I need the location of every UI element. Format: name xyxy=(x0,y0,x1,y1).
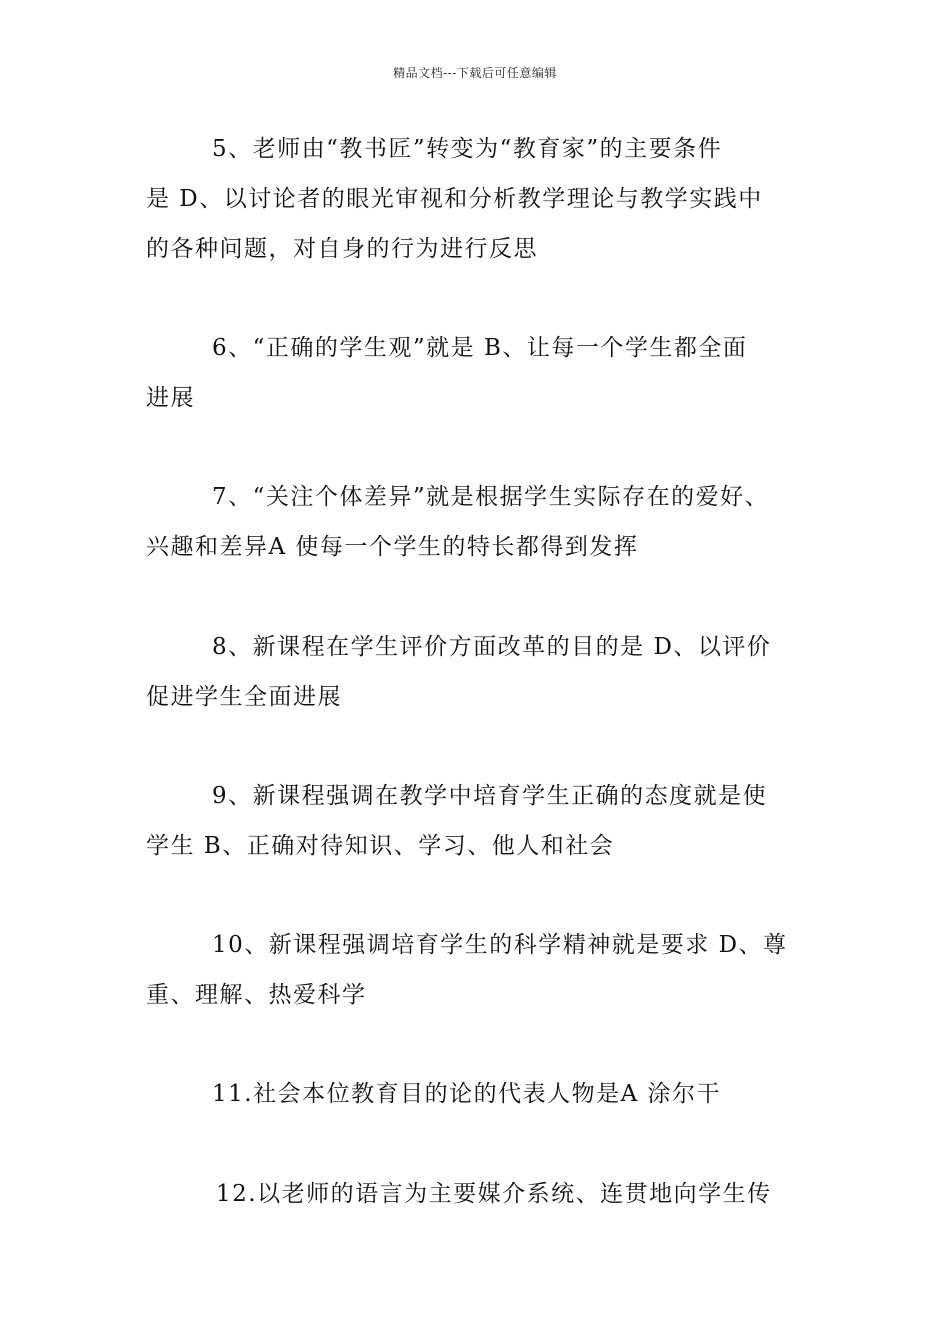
question-item-8 xyxy=(146,622,826,722)
question-line: 9、新课程强调在教学中培育学生正确的态度就是使 xyxy=(212,783,768,809)
question-item-5 xyxy=(146,124,826,274)
question-line: 12.以老师的语言为主要媒介系统、连贯地向学生传 xyxy=(216,1181,772,1207)
question-line: 是 D、以讨论者的眼光审视和分析教学理论与教学实践中 xyxy=(146,186,763,212)
question-item-9 xyxy=(146,771,826,871)
question-line: 的各种问题，对自身的行为进行反思 xyxy=(146,236,538,262)
question-line: 进展 xyxy=(146,385,195,411)
question-line: 7、“关注个体差异”就是根据学生实际存在的爱好、 xyxy=(212,484,770,510)
question-item-12 xyxy=(146,1169,826,1219)
question-line: 促进学生全面进展 xyxy=(146,684,342,710)
question-line: 8、新课程在学生评价方面改革的目的是 D、以评价 xyxy=(212,634,772,660)
question-line: 兴趣和差异A 使每一个学生的特长都得到发挥 xyxy=(146,534,639,560)
question-item-7 xyxy=(146,472,826,572)
question-line: 重、理解、热爱科学 xyxy=(146,982,367,1008)
question-item-10 xyxy=(146,920,826,1020)
page-header: 精品文档---下载后可任意编辑 xyxy=(393,66,557,80)
question-line: 学生 B、正确对待知识、学习、他人和社会 xyxy=(146,833,615,859)
question-item-11 xyxy=(146,1069,826,1119)
question-line: 6、“正确的学生观”就是 B、让每一个学生都全面 xyxy=(212,335,748,361)
question-line: 5、老师由“教书匠”转变为“教育家”的主要条件 xyxy=(212,136,723,162)
question-line: 10、新课程强调培育学生的科学精神就是要求 D、尊 xyxy=(212,932,788,958)
question-item-6 xyxy=(146,323,826,423)
question-line: 11.社会本位教育目的论的代表人物是A 涂尔干 xyxy=(212,1081,721,1107)
